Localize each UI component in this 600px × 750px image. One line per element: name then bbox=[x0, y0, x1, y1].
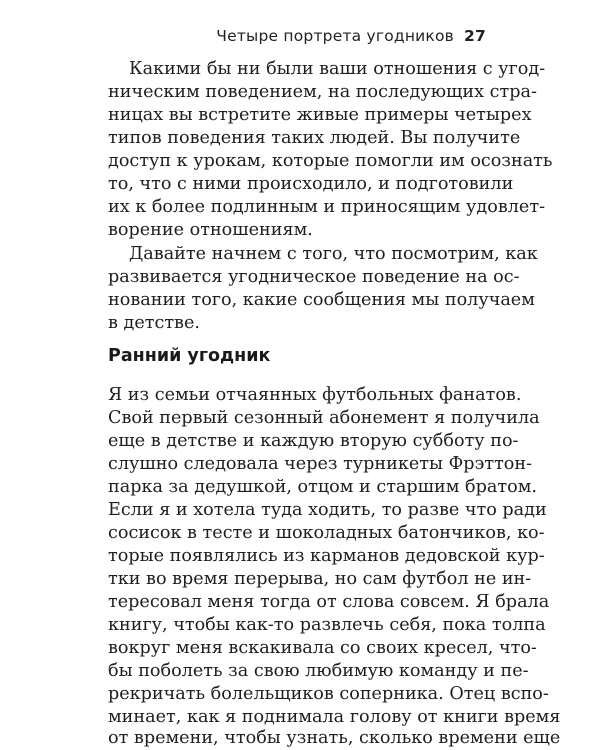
paragraph-3-line-12: вокруг меня вскакивала со своих кресел, что- bbox=[108, 638, 537, 658]
paragraph-3-line-2: Свой первый сезонный абонемент я получила bbox=[108, 408, 540, 428]
paragraph-3-line-5: парка за дедушкой, отцом и старшим братом. bbox=[108, 477, 537, 497]
paragraph-3-line-14: рекричать болельщиков соперника. Отец вспо- bbox=[108, 684, 549, 704]
paragraph-3-line-16: от времени, чтобы узнать, сколько времени еще bbox=[108, 728, 561, 748]
paragraph-3-line-6: Если я и хотела туда ходить, то разве что ради bbox=[108, 500, 547, 520]
paragraph-1-line-6: то, что с ними происходило, и подготовили bbox=[108, 174, 514, 194]
paragraph-2-line-2: развивается угодническое поведение на ос- bbox=[108, 267, 520, 287]
paragraph-3-line-3: еще в детстве и каждую вторую субботу по- bbox=[108, 431, 519, 451]
paragraph-3-line-4: слушно следовала через турникеты Фрэттон- bbox=[108, 454, 533, 474]
paragraph-1-line-3: ницах вы встретите живые примеры четырех bbox=[108, 105, 532, 125]
paragraph-1-line-1: Какими бы ни были ваши отношения с угод- bbox=[129, 59, 546, 79]
paragraph-1-line-5: доступ к урокам, которые помогли им осознать bbox=[108, 151, 553, 171]
paragraph-2-line-4: в детстве. bbox=[108, 313, 200, 333]
paragraph-3-line-11: книгу, чтобы как-то развлечь себя, пока толпа bbox=[108, 615, 546, 635]
paragraph-3-line-15: минает, как я поднимала голову от книги время bbox=[108, 707, 561, 727]
paragraph-1-line-4: типов поведения таких людей. Вы получите bbox=[108, 128, 521, 148]
paragraph-2-line-3: новании того, какие сообщения мы получаем bbox=[108, 290, 535, 310]
paragraph-3-line-9: тки во время перерыва, но сам футбол не ин- bbox=[108, 569, 532, 589]
page-number: 27 bbox=[464, 27, 486, 45]
paragraph-3-line-10: тересовал меня тогда от слова совсем. Я брала bbox=[108, 592, 550, 612]
paragraph-2-line-1: Давайте начнем с того, что посмотрим, как bbox=[129, 244, 538, 264]
paragraph-3-line-13: бы поболеть за свою любимую команду и пе- bbox=[108, 661, 529, 681]
running-head-title: Четыре портрета угодников bbox=[216, 27, 455, 45]
paragraph-3-line-7: сосисок в тесте и шоколадных батончиков, ко- bbox=[108, 523, 545, 543]
paragraph-1-line-2: ническим поведением, на последующих стра- bbox=[108, 82, 537, 102]
running-head bbox=[216, 27, 486, 45]
section-heading: Ранний угодник bbox=[108, 346, 271, 366]
paragraph-1-line-7: их к более подлинным и приносящим удовлет- bbox=[108, 197, 546, 217]
paragraph-1-line-8: ворение отношениям. bbox=[108, 220, 313, 240]
paragraph-3-line-8: торые появлялись из карманов дедовской кур- bbox=[108, 546, 545, 566]
paragraph-3-line-1: Я из семьи отчаянных футбольных фанатов. bbox=[108, 385, 522, 405]
